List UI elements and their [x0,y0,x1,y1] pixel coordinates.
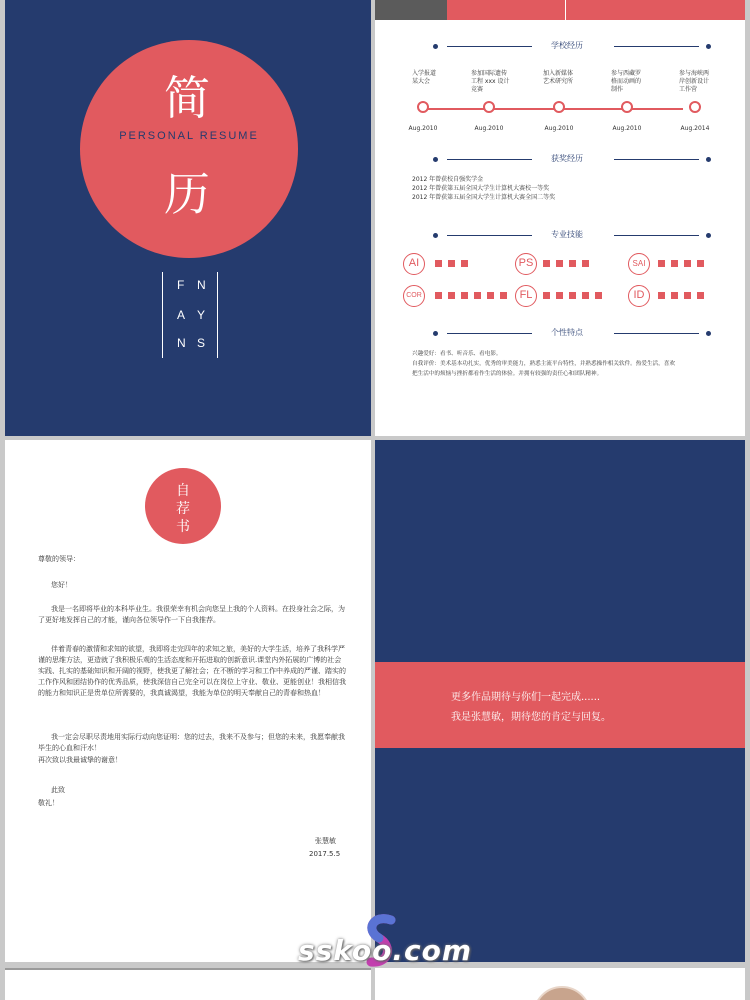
timeline-event-text: 参加国际遗传 工程 xxx 设计 竞赛 [471,70,510,93]
dot-icon [433,331,438,336]
skill-level-square [684,260,691,267]
badge-char: 书 [176,519,190,535]
skill-level-square [697,260,704,267]
skill-level-square [582,260,589,267]
cover-page [5,0,371,436]
letter-hello: 您好！ [51,581,72,589]
skill-level-square [684,292,691,299]
timeline-event-text: 入学报道 某大会 [412,70,437,85]
skill-level-square [435,260,442,267]
skill-level-square [448,260,455,267]
skill-level-square [671,292,678,299]
name-letter: N [177,336,186,350]
divider [447,46,532,47]
timeline-node [483,101,495,113]
skill-level-square [658,292,665,299]
name-letter: N [197,278,206,292]
skill-level-square [461,292,468,299]
divider [614,46,699,47]
closing-band [375,662,745,748]
timeline-node [689,101,701,113]
skill-level-square [658,260,665,267]
skill-level-square [582,292,589,299]
letter-paragraph: 我一定会尽职尽责地用实际行动向您证明：您的过去，我来不及参与；但您的未来，我愿奉献我毕生的心血和汗水！ [38,733,345,752]
letter-paragraph: 伴着青春的激情和求知的欲望，我即将走完四年的求知之旅，美好的大学生活，培养了我科学严谨的思维方法，更造就了我积极乐观的生活态度和开拓进取的创新意识.课堂内外拓展的广博的社会实践、扎实的基础知识和开阔的视野，使我更了解社会；在不断的学习和工作中养成的严谨、踏实的工作作风和团结协作的优秀品质，使我深信自己完全可以在岗位上守业、敬业、更能创业！我相信我的能力和知识正是贵单位所需要的，我真诚渴望，我能为单位的明天奉献自己的青春和热血！ [38,645,346,697]
trait-line: 把生活中的烦恼与挫折都看作生活的体验。并拥有较强的责任心和团队精神。 [412,371,603,377]
dot-icon [706,331,711,336]
cover-title-char-1: 简 [164,71,214,125]
skill-id-icon: ID [628,285,650,307]
timeline-event-text: 参与海峡两 岸创新设计 工作营 [679,70,710,93]
timeline-node [417,101,429,113]
skill-level-square [474,292,481,299]
cover-subtitle: PERSONAL RESUME [119,130,259,142]
skill-level-square [543,260,550,267]
divider [614,333,699,334]
skill-level-square [435,292,442,299]
letter-signature: 张慧敏 [315,837,336,845]
timeline-date: Aug.2010 [408,125,438,132]
watermark [285,912,485,982]
letter-greeting: 尊敬的领导： [38,555,80,563]
skill-level-square [543,292,550,299]
trait-line: 兴趣爱好：看书、听音乐、看电影。 [412,351,502,357]
section-header-awards [415,153,715,167]
letter-closing: 此致 [51,786,65,794]
section-title: 个性特点 [551,328,583,337]
letter-thanks: 再次致以我最诚挚的谢意！ [38,756,122,764]
top-photo [375,0,447,20]
top-divider [565,0,566,20]
dot-icon [706,157,711,162]
section-header-school [415,40,715,54]
timeline-event-text: 加入新媒体 艺术研究所 [543,70,574,85]
skill-sai-icon: SAI [628,253,650,275]
skill-level-square [697,292,704,299]
divider [614,235,699,236]
dot-icon [433,157,438,162]
skill-level-square [569,260,576,267]
timeline-date: Aug.2010 [474,125,504,132]
award-item: 2012 年曾获第五届全国大学生计算机大赛校一等奖 [412,185,550,192]
letter-closing: 敬礼！ [38,799,59,807]
name-letter: F [177,278,185,292]
trait-line: 自我评价：美术基本功扎实，优秀的审美能力，熟悉主流平台特性，并熟悉操作相关软件。热爱生活，喜欢 [412,361,675,367]
timeline-date: Aug.2014 [680,125,710,132]
skill-level-square [487,292,494,299]
skill-ps-icon: PS [515,253,537,275]
avatar [533,986,591,1000]
divider [614,159,699,160]
dot-icon [433,233,438,238]
timeline-date: Aug.2010 [612,125,642,132]
skill-level-square [556,292,563,299]
dot-icon [433,44,438,49]
skill-ai-icon: AI [403,253,425,275]
skill-level-square [448,292,455,299]
closing-line: 更多作品期待与你们一起完成...... [451,692,601,703]
skill-level-square [500,292,507,299]
skill-level-square [461,260,468,267]
skill-level-square [595,292,602,299]
dot-icon [706,233,711,238]
skill-level-square [556,260,563,267]
name-letter: A [177,308,186,322]
resume-details-page [375,0,745,436]
section-title: 学校经历 [551,41,583,50]
section-title: 专业技能 [551,230,583,239]
cover-letter-page [5,440,371,962]
divider [447,235,532,236]
section-header-traits [415,327,715,341]
closing-line: 我是张慧敏，期待您的肯定与回复。 [451,712,611,723]
award-item: 2012 年曾获校自强奖学金 [412,176,484,183]
watermark-text: sskoo.com [297,934,473,967]
name-letters-box [162,272,218,358]
timeline-node [621,101,633,113]
award-item: 2012 年曾获第五届全国大学生计算机大赛全国二等奖 [412,194,556,201]
skill-level-square [671,260,678,267]
skill-level-square [569,292,576,299]
dot-icon [706,44,711,49]
closing-page [375,440,745,962]
letter-badge [145,468,221,544]
divider [447,333,532,334]
badge-char: 自 [176,483,190,499]
cover-title-char-2: 历 [164,167,214,221]
skill-cor-icon: COR [403,285,425,307]
section-title: 获奖经历 [551,154,583,163]
letter-date: 2017.5.5 [309,850,341,858]
timeline-date: Aug.2010 [544,125,574,132]
divider [447,159,532,160]
name-letter: S [197,336,206,350]
badge-char: 荐 [176,501,190,517]
letter-paragraph: 我是一名即将毕业的本科毕业生。我很荣幸有机会向您呈上我的个人资料。在投身社会之际，为了更好地发挥自己的才能，谨向各位领导作一下自我推荐。 [38,605,345,624]
timeline-event-text: 参与西藏罗 格而动画的 制作 [611,70,642,93]
timeline-node [553,101,565,113]
name-letter: Y [197,308,206,322]
skill-fl-icon: FL [515,285,537,307]
cover-circle [80,40,298,258]
section-header-skills [415,229,715,243]
